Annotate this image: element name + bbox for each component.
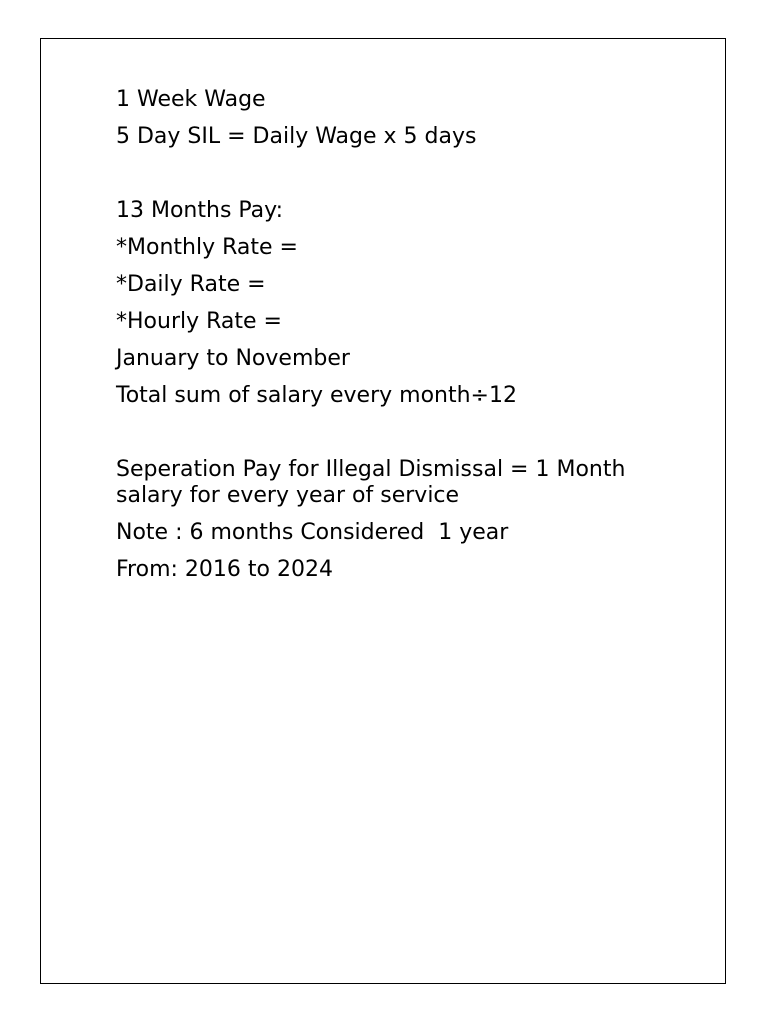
document-body [116,87,676,594]
text-line-note: Note : 6 months Considered 1 year [116,520,509,545]
text-line-13-months-pay: 13 Months Pay: [116,198,283,223]
text-line-week-wage: 1 Week Wage [116,87,266,112]
text-line-hourly-rate: *Hourly Rate = [116,309,282,334]
document-page [40,38,726,984]
text-line-daily-rate: *Daily Rate = [116,272,266,297]
text-line-monthly-rate: *Monthly Rate = [116,235,298,260]
text-line-sil: 5 Day SIL = Daily Wage x 5 days [116,124,477,149]
text-line-total-sum: Total sum of salary every month÷12 [116,383,517,408]
text-line-separation-pay: Seperation Pay for Illegal Dismissal = 1 Month salary for every year of service [116,457,626,508]
blank-line [116,161,676,198]
text-line-from-period: From: 2016 to 2024 [116,557,333,582]
text-line-january-to-november: January to November [116,346,350,371]
blank-line [116,420,676,457]
